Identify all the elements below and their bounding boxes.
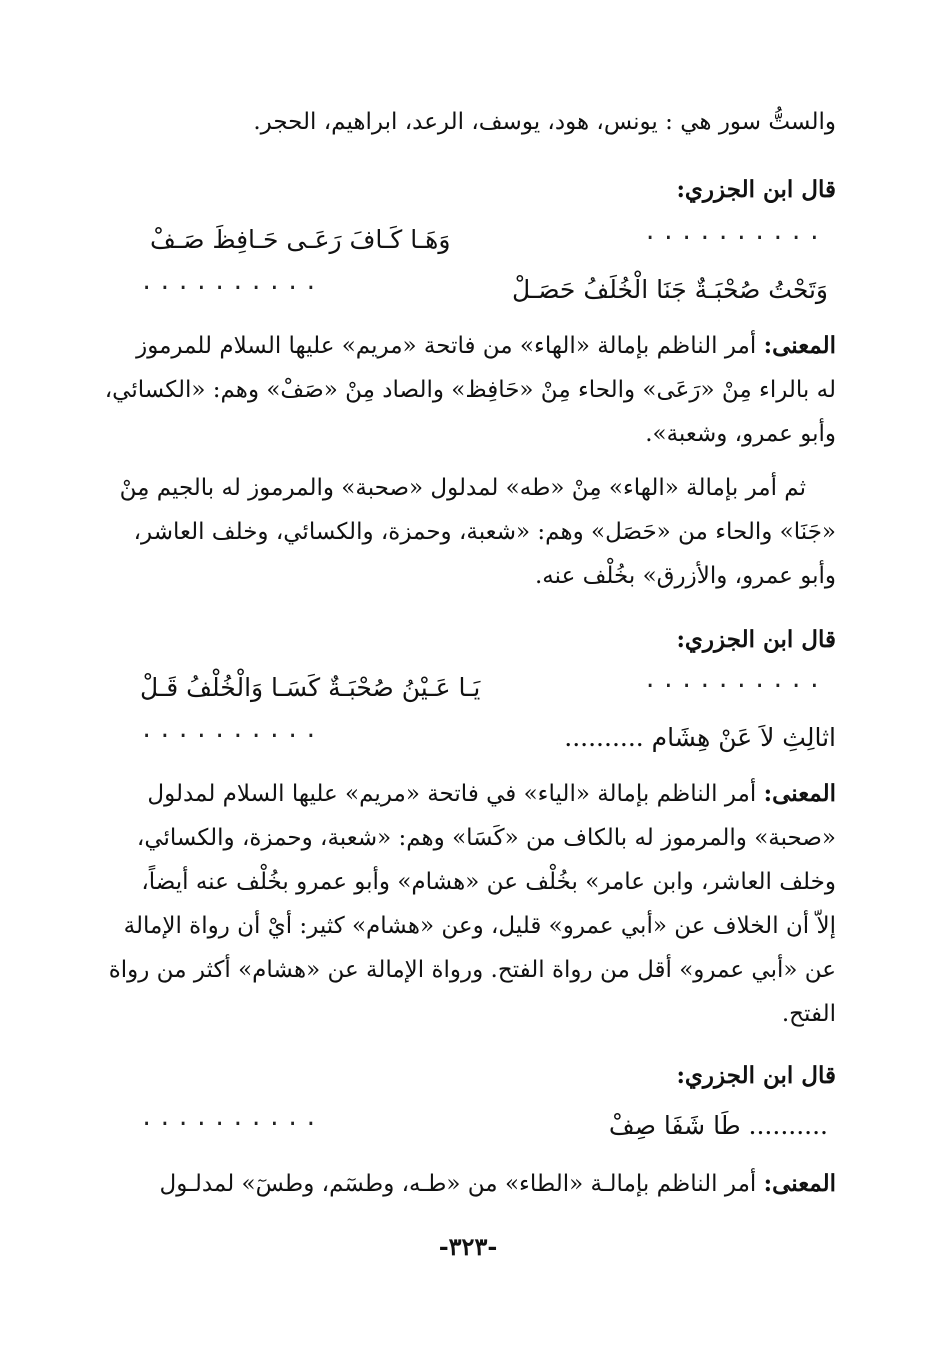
meaning-line: عن «أبي عمرو» أقل من رواة الفتح. ورواة الإمالة عن «هشام» أكثر من رواة [108, 957, 836, 983]
meaning-line: له بالراء مِنْ «رَعَى» والحاء مِنْ «حَافِظ» والصاد مِنْ «صَفْ» وهم: «الكسائي، [104, 377, 836, 403]
verse-hemistich: وَهَـا كَـافَ رَعَـى حَـافِظَ صَـفْ [150, 225, 451, 254]
verse-hemistich: وَتَحْتُ صُحْبَـةٌ جَنَا الْخُلَفُ حَصَـلْ [511, 275, 828, 304]
verse-hemistich: .......... طَا شَفَا صِفْ [608, 1111, 828, 1140]
meaning-line: وخلف العاشر، وابن عامر» بخُلْف عن «هشام» وأبو عمرو بخُلْف عنه أيضاً، [141, 869, 836, 895]
section-heading: قال ابن الجزري: [676, 1062, 836, 1089]
verse-ellipsis: .......... [643, 220, 826, 245]
meaning-line [130, 1162, 836, 1206]
meaning-line: إلاّ أن الخلاف عن «أبي عمرو» قليل، وعن «هشام» كثير: أيْ أن رواة الإمالة [123, 913, 836, 939]
meaning-line: وأبو عمرو، وشعبة». [645, 421, 836, 447]
verse-ellipsis: .......... [643, 668, 826, 693]
meaning-line [130, 772, 836, 816]
meaning-label: المعنى: [763, 1170, 836, 1197]
section-heading: قال ابن الجزري: [676, 626, 836, 653]
meaning-line [130, 324, 836, 368]
meaning-label: المعنى: [763, 780, 836, 807]
intro-paragraph: والستُّ سور هي : يونس، هود، يوسف، الرعد، ابراهيم، الحجر. [253, 109, 836, 135]
verse-ellipsis: .......... [140, 1106, 323, 1131]
section-heading: قال ابن الجزري: [676, 176, 836, 203]
meaning-text: أمر الناظم بإمالة «الهاء» من فاتحة «مريم» عليها السلام للمرموز [136, 333, 757, 359]
meaning-text: أمر الناظم بإمالة «الياء» في فاتحة «مريم» عليها السلام لمدلول [147, 781, 757, 807]
verse-ellipsis: .......... [140, 718, 323, 743]
meaning-line: الفتح. [781, 1001, 836, 1027]
verse-ellipsis: .......... [140, 270, 323, 295]
paragraph-line: ثم أمر بإمالة «الهاء» مِنْ «طه» لمدلول «صحبة» والمرموز له بالجيم مِنْ [119, 475, 806, 501]
verse-hemistich: اثالِثِ لاَ عَنْ هِشَام .......... [564, 723, 836, 752]
verse-hemistich: يَـا عَـيْنُ صُحْبَـةٌ كَسَـا وَالْخُلْفُ قَـلْ [140, 673, 481, 702]
paragraph-line: وأبو عمرو، والأزرق» بخُلْف عنه. [535, 563, 836, 589]
page-number: -٣٢٣- [438, 1232, 498, 1261]
paragraph-line: «جَنَا» والحاء من «حَصَل» وهم: «شعبة، وحمزة، والكسائي، وخلف العاشر، [133, 519, 836, 545]
meaning-line: «صحبة» والمرموز له بالكاف من «كَسَا» وهم: «شعبة، وحمزة، والكسائي، [136, 825, 836, 851]
meaning-label: المعنى: [763, 332, 836, 359]
meaning-text: أمر الناظم بإمالـة «الطاء» من «طـه، وطسٓم، وطسٓ» لمدلـول [159, 1171, 757, 1197]
